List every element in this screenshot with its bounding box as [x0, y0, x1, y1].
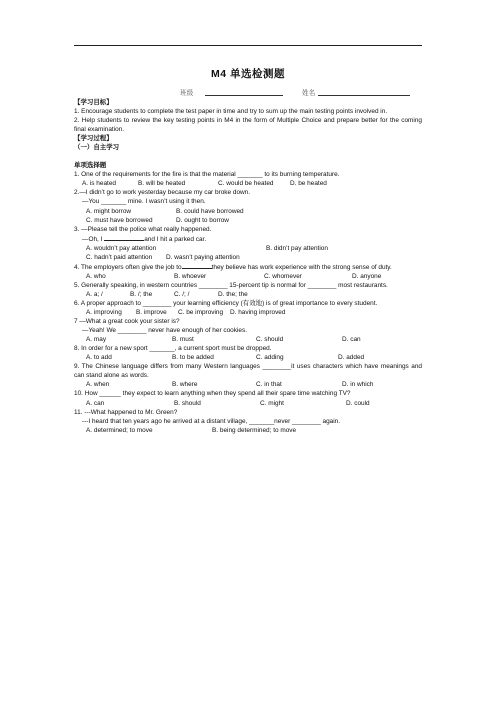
question-7: 7 —What a great cook your sister is?: [74, 318, 180, 326]
q3-options-row2: [74, 253, 422, 262]
option: B. where: [172, 381, 198, 389]
question-3: 3. —Please tell the police what really happened.: [74, 225, 212, 233]
option: B. /; the: [130, 290, 153, 298]
option: B. improve: [136, 309, 167, 317]
option: B. should: [174, 399, 201, 407]
option: C. whomever: [264, 272, 302, 280]
option: C. might: [260, 399, 284, 407]
q9-options: [74, 380, 422, 389]
q7-options: [74, 335, 422, 344]
q2-options-row2: [74, 216, 422, 225]
question-8: 8. In order for a new sport _______, a current sport must be dropped.: [74, 345, 272, 353]
self-study-heading: （一）自主学习: [74, 144, 120, 152]
class-blank: [205, 95, 283, 96]
option: D. in which: [342, 381, 374, 389]
process-heading: 【学习过程】: [74, 135, 113, 143]
name-blank: [318, 95, 410, 96]
option: C. must have borrowed: [86, 216, 153, 224]
option: D. can: [342, 336, 361, 344]
option: B. must: [172, 336, 194, 344]
question-11: 11. ---What happened to Mr. Green?: [74, 408, 178, 416]
option: D. anyone: [352, 272, 382, 280]
option: B. didn’t pay attention: [266, 244, 328, 252]
q10-options: [74, 399, 422, 408]
option: C. hadn’t paid attention: [86, 253, 153, 261]
option: B. will be heated: [138, 180, 186, 188]
option: A. is heated: [82, 180, 116, 188]
question-1: 1. One of the requirements for the fire is that the material _______ to its burning temperature.: [74, 171, 340, 179]
option: B. whoever: [174, 272, 207, 280]
document-body: [74, 98, 422, 435]
option: A. when: [86, 381, 110, 389]
option: D. having improved: [230, 309, 286, 317]
option: A. who: [86, 272, 106, 280]
option: A. can: [86, 399, 105, 407]
question-5: 5. Generally speaking, in western countries ________ 15-percent tip is normal for ________ most restaurants.: [74, 281, 388, 289]
q5-options: [74, 290, 422, 299]
class-label: 班级: [180, 90, 194, 97]
option: A. might borrow: [86, 207, 132, 215]
name-label: 姓名: [302, 90, 316, 97]
question-6: 6. A proper approach to ________ your learning efficiency (有效地) is of great importance to every student.: [74, 299, 378, 307]
question-3-reply: —Oh, I and I hit a parked car.: [82, 235, 207, 243]
question-11-reply: ---I heard that ten years ago he arrived at a distant village, _______never ________ again.: [82, 417, 341, 425]
goal-1: 1. Encourage students to complete the test paper in time and try to sum up the main testing points involved in.: [74, 108, 388, 116]
question-2: 2.—I didn’t go to work yesterday because my car broke down.: [74, 189, 251, 197]
question-2-reply: —You _______ mine. I wasn’t using it then.: [82, 198, 206, 206]
option: A. a; /: [86, 290, 103, 298]
option: D. added: [338, 354, 365, 362]
q3-options-row1: [74, 244, 422, 253]
option: A. may: [86, 336, 107, 344]
q6-options: [74, 308, 422, 317]
option: B. to be added: [172, 354, 214, 362]
option: A. wouldn’t pay attention: [86, 244, 157, 252]
q8-options: [74, 353, 422, 362]
option: D. wasn’t paying attention: [166, 253, 240, 261]
option: C. /; /: [174, 290, 190, 298]
question-7-reply: —Yeah! We ________ never have enough of her cookies.: [82, 327, 247, 335]
option: D. ought to borrow: [176, 216, 229, 224]
option: A. improving: [86, 309, 122, 317]
option: D. be heated: [290, 180, 327, 188]
top-rule: [74, 45, 422, 46]
q2-options-row1: [74, 207, 422, 216]
option: C. be improving: [178, 309, 224, 317]
q4-options: [74, 272, 422, 281]
option: C. in that: [256, 381, 282, 389]
option: C. should: [256, 336, 284, 344]
option: B. could have borrowed: [176, 207, 244, 215]
goal-2: 2. Help students to review the key testing points in M4 in the form of Multiple Choice and prepare better for the coming final examination.: [74, 117, 422, 134]
option: D. could: [346, 399, 370, 407]
option: C. adding: [256, 354, 284, 362]
option: A. to add: [86, 354, 112, 362]
option: D. the; the: [218, 290, 248, 298]
q1-options: [74, 179, 422, 188]
option: B. being determined; to move: [212, 426, 297, 434]
q11-options: [74, 426, 422, 435]
question-4: 4. The employers often give the job to they believe has work experience with the strong sense of duty.: [74, 263, 392, 271]
question-10: 10. How ______ they expect to learn anything when they spend all their spare time watching TV?: [74, 390, 351, 398]
option: A. determined; to move: [86, 426, 153, 434]
option: C. would be heated: [218, 180, 274, 188]
question-9: 9. The Chinese language differs from many Western languages ________it uses characters which have meanings and can stand alone as words.: [74, 363, 422, 380]
page-title: M4 单选检测题: [210, 68, 285, 80]
goals-heading: 【学习目标】: [74, 99, 113, 106]
section-title: 单项选择题: [74, 162, 107, 170]
